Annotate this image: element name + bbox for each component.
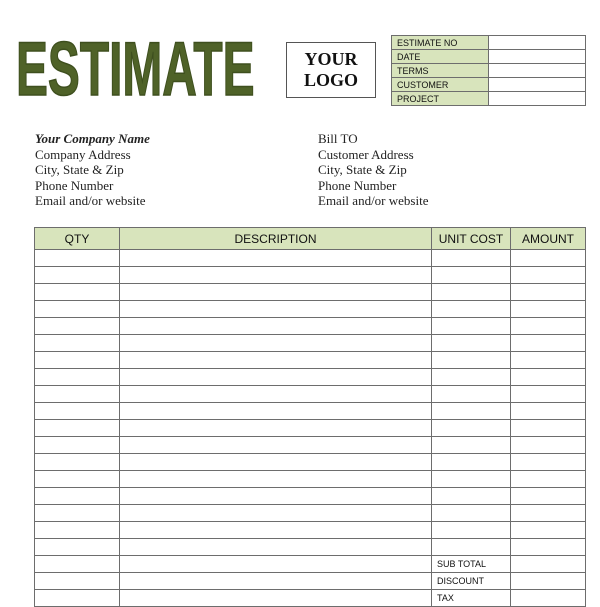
subtotal-label: SUB TOTAL <box>432 556 511 573</box>
meta-value-field[interactable] <box>489 64 586 78</box>
description-cell[interactable] <box>120 335 432 352</box>
amount-cell[interactable] <box>511 437 586 454</box>
table-row <box>35 301 586 318</box>
qty-header: QTY <box>35 228 120 250</box>
table-row <box>35 471 586 488</box>
qty-cell[interactable] <box>35 335 120 352</box>
meta-label: CUSTOMER <box>392 78 489 92</box>
amount-cell[interactable] <box>511 522 586 539</box>
unit-cost-cell[interactable] <box>432 318 511 335</box>
discount-label: DISCOUNT <box>432 573 511 590</box>
tax-row <box>35 590 586 607</box>
unit-cost-cell[interactable] <box>432 267 511 284</box>
unit-cost-header: UNIT COST <box>432 228 511 250</box>
qty-cell[interactable] <box>35 420 120 437</box>
description-cell[interactable] <box>120 267 432 284</box>
qty-cell[interactable] <box>35 437 120 454</box>
table-row <box>35 454 586 471</box>
description-cell[interactable] <box>120 284 432 301</box>
unit-cost-cell[interactable] <box>432 471 511 488</box>
amount-cell[interactable] <box>511 454 586 471</box>
table-row <box>35 420 586 437</box>
description-cell[interactable] <box>120 386 432 403</box>
unit-cost-cell[interactable] <box>432 335 511 352</box>
description-cell[interactable] <box>120 488 432 505</box>
description-cell[interactable] <box>120 437 432 454</box>
description-cell[interactable] <box>120 539 432 556</box>
meta-value-field[interactable] <box>489 50 586 64</box>
amount-cell[interactable] <box>511 301 586 318</box>
amount-cell[interactable] <box>511 471 586 488</box>
unit-cost-cell[interactable] <box>432 420 511 437</box>
table-row <box>35 284 586 301</box>
meta-row-project <box>392 92 586 106</box>
subtotal-value-cell[interactable] <box>511 556 586 573</box>
meta-row-estimate-no <box>392 36 586 50</box>
unit-cost-cell[interactable] <box>432 403 511 420</box>
qty-cell[interactable] <box>35 590 120 607</box>
qty-cell[interactable] <box>35 539 120 556</box>
amount-cell[interactable] <box>511 488 586 505</box>
discount-row <box>35 573 586 590</box>
amount-cell[interactable] <box>511 335 586 352</box>
qty-cell[interactable] <box>35 522 120 539</box>
company-phone: Phone Number <box>35 177 114 193</box>
description-cell[interactable] <box>120 505 432 522</box>
meta-label: PROJECT <box>392 92 489 106</box>
table-row <box>35 386 586 403</box>
line-items-header <box>35 228 586 250</box>
subtotal-row <box>35 556 586 573</box>
description-cell[interactable] <box>120 250 432 267</box>
qty-cell[interactable] <box>35 301 120 318</box>
customer-website: Email and/or website <box>318 193 429 209</box>
amount-cell[interactable] <box>511 369 586 386</box>
qty-cell[interactable] <box>35 284 120 301</box>
meta-label: DATE <box>392 50 489 64</box>
table-row <box>35 335 586 352</box>
company-address-block <box>35 131 150 209</box>
meta-value-field[interactable] <box>489 78 586 92</box>
qty-cell[interactable] <box>35 488 120 505</box>
qty-cell[interactable] <box>35 573 120 590</box>
unit-cost-cell[interactable] <box>432 369 511 386</box>
table-row <box>35 505 586 522</box>
amount-cell[interactable] <box>511 250 586 267</box>
description-cell[interactable] <box>120 420 432 437</box>
description-cell[interactable] <box>120 352 432 369</box>
qty-cell[interactable] <box>35 505 120 522</box>
unit-cost-cell[interactable] <box>432 539 511 556</box>
company-website: Email and/or website <box>35 193 146 209</box>
description-cell[interactable] <box>120 403 432 420</box>
unit-cost-cell[interactable] <box>432 488 511 505</box>
qty-cell[interactable] <box>35 403 120 420</box>
logo-line-2: LOGO <box>303 70 358 90</box>
amount-cell[interactable] <box>511 284 586 301</box>
meta-value-field[interactable] <box>489 36 586 50</box>
unit-cost-cell[interactable] <box>432 301 511 318</box>
logo-placeholder <box>286 42 376 98</box>
tax-label: TAX <box>432 590 511 607</box>
line-items-table <box>34 227 586 607</box>
amount-cell[interactable] <box>511 420 586 437</box>
description-header: DESCRIPTION <box>120 228 432 250</box>
table-row <box>35 539 586 556</box>
bill-to-block <box>318 131 428 209</box>
table-row <box>35 267 586 284</box>
qty-cell[interactable] <box>35 369 120 386</box>
meta-row-terms <box>392 64 586 78</box>
description-cell[interactable] <box>120 454 432 471</box>
line-items-body <box>35 250 586 607</box>
customer-address: Customer Address <box>318 146 414 162</box>
table-row <box>35 318 586 335</box>
amount-cell[interactable] <box>511 267 586 284</box>
meta-row-date <box>392 50 586 64</box>
meta-value-field[interactable] <box>489 92 586 106</box>
unit-cost-cell[interactable] <box>432 352 511 369</box>
qty-cell[interactable] <box>35 352 120 369</box>
description-cell[interactable] <box>120 590 432 607</box>
table-row <box>35 250 586 267</box>
company-address: Company Address <box>35 146 131 162</box>
meta-label: ESTIMATE NO <box>392 36 489 50</box>
table-row <box>35 522 586 539</box>
amount-cell[interactable] <box>511 386 586 403</box>
company-city: City, State & Zip <box>35 162 124 178</box>
amount-cell[interactable] <box>511 318 586 335</box>
tax-value-cell[interactable] <box>511 590 586 607</box>
discount-value-cell[interactable] <box>511 573 586 590</box>
amount-cell[interactable] <box>511 505 586 522</box>
estimate-title: ESTIMATE <box>16 27 255 112</box>
table-row <box>35 369 586 386</box>
qty-cell[interactable] <box>35 556 120 573</box>
table-row <box>35 403 586 420</box>
table-row <box>35 488 586 505</box>
unit-cost-cell[interactable] <box>432 437 511 454</box>
amount-cell[interactable] <box>511 352 586 369</box>
description-cell[interactable] <box>120 573 432 590</box>
description-cell[interactable] <box>120 369 432 386</box>
logo-line-1: YOUR <box>304 49 358 69</box>
amount-cell[interactable] <box>511 539 586 556</box>
meta-row-customer <box>392 78 586 92</box>
unit-cost-cell[interactable] <box>432 522 511 539</box>
qty-cell[interactable] <box>35 386 120 403</box>
description-cell[interactable] <box>120 522 432 539</box>
qty-cell[interactable] <box>35 454 120 471</box>
amount-cell[interactable] <box>511 403 586 420</box>
bill-to-heading: Bill TO <box>318 131 358 146</box>
unit-cost-cell[interactable] <box>432 505 511 522</box>
table-row <box>35 352 586 369</box>
description-cell[interactable] <box>120 318 432 335</box>
meta-label: TERMS <box>392 64 489 78</box>
amount-header: AMOUNT <box>511 228 586 250</box>
qty-cell[interactable] <box>35 318 120 335</box>
unit-cost-cell[interactable] <box>432 454 511 471</box>
unit-cost-cell[interactable] <box>432 284 511 301</box>
estimate-meta-table <box>391 35 586 106</box>
description-cell[interactable] <box>120 556 432 573</box>
description-cell[interactable] <box>120 301 432 318</box>
qty-cell[interactable] <box>35 250 120 267</box>
customer-phone: Phone Number <box>318 177 397 193</box>
unit-cost-cell[interactable] <box>432 250 511 267</box>
company-name: Your Company Name <box>35 131 150 146</box>
unit-cost-cell[interactable] <box>432 386 511 403</box>
qty-cell[interactable] <box>35 267 120 284</box>
table-row <box>35 437 586 454</box>
customer-city: City, State & Zip <box>318 162 407 178</box>
description-cell[interactable] <box>120 471 432 488</box>
qty-cell[interactable] <box>35 471 120 488</box>
